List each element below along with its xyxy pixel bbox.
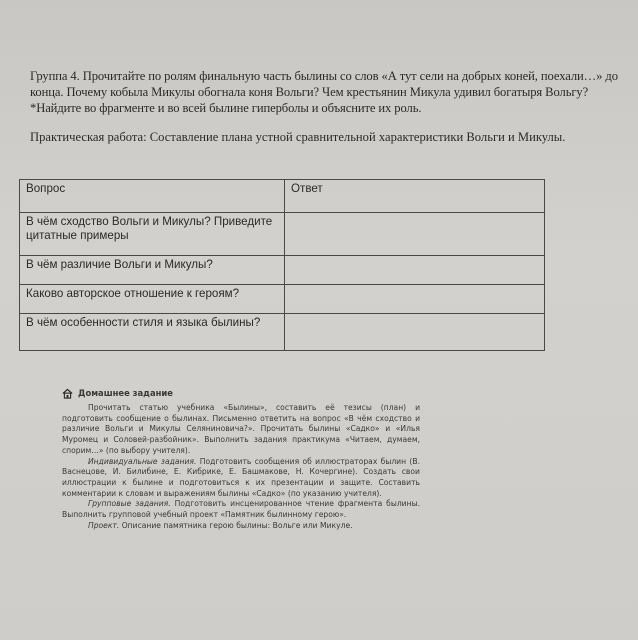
- answer-cell[interactable]: [285, 213, 545, 256]
- homework-main-paragraph: Прочитать статью учебника «Былины», составить её тезисы (план) и подготовить сообщение о былинах. Письменно ответить на вопрос «В чём сходство и различие Вольги и Микулы Селяниновича?». Прочитать былины «Садко» и «Илья Муромец и Соловей-разбойник». Выполнить задания практикума «Читаем, думаем, спорим…» (по выбору учителя).: [62, 403, 420, 455]
- table-row: [20, 213, 545, 256]
- question-cell: В чём различие Вольги и Микулы?: [20, 256, 285, 285]
- table-row: [20, 285, 545, 314]
- homework-title: Домашнее задание: [78, 388, 173, 399]
- answer-cell[interactable]: [285, 256, 545, 285]
- project-paragraph: [62, 521, 420, 532]
- comparison-table: [19, 179, 545, 351]
- project-text: Описание памятника герою былины: Вольге или Микуле.: [121, 520, 353, 530]
- answer-cell[interactable]: [285, 285, 545, 314]
- group-tasks-paragraph: [62, 499, 420, 520]
- group-tasks-text: Подготовить инсценированное чтение фрагмента былины. Выполнить групповой учебный проект «Памятник былинному герою».: [62, 499, 420, 520]
- homework-heading: [62, 388, 420, 399]
- table-header-row: [20, 180, 545, 213]
- individual-tasks-label: Индивидуальные задания.: [88, 456, 197, 466]
- question-cell: Каково авторское отношение к героям?: [20, 285, 285, 314]
- house-icon: [62, 388, 73, 399]
- individual-tasks-paragraph: [62, 457, 420, 500]
- practical-work-text: Практическая работа: Составление плана устной сравнительной характеристики Вольги и Микулы.: [30, 130, 566, 144]
- table-row: [20, 314, 545, 351]
- group-tasks-label: Групповые задания.: [88, 499, 171, 509]
- table-row: [20, 256, 545, 285]
- answer-cell[interactable]: [285, 314, 545, 351]
- project-label: Проект.: [88, 520, 120, 530]
- question-cell: В чём особенности стиля и языка былины?: [20, 314, 285, 351]
- individual-tasks-text: Подготовить сообщения об иллюстраторах былин (В. Васнецове, И. Билибине, Е. Кибрике, Е. Башмакове, Н. Кочергине). Создать свои иллюстрации к былине и подготовиться к их презентации и защите. Составить комментарии к словам и выражениям былины «Садко» (по указанию учителя).: [62, 456, 420, 498]
- group-task-text: Группа 4. Прочитайте по ролям финальную часть былины со слов «А тут сели на добрых коней, поехали…» до конца. Почему кобыла Микулы обогнала коня Вольги? Чем крестьянин Микула удивил богатыря Вольгу? *Найдите во фрагменте и во всей былине гиперболы и объясните их роль.: [30, 69, 618, 115]
- homework-block: [62, 388, 420, 531]
- header-answer: Ответ: [285, 180, 545, 213]
- question-cell: В чём сходство Вольги и Микулы? Приведите цитатные примеры: [20, 213, 285, 256]
- header-question: Вопрос: [20, 180, 285, 213]
